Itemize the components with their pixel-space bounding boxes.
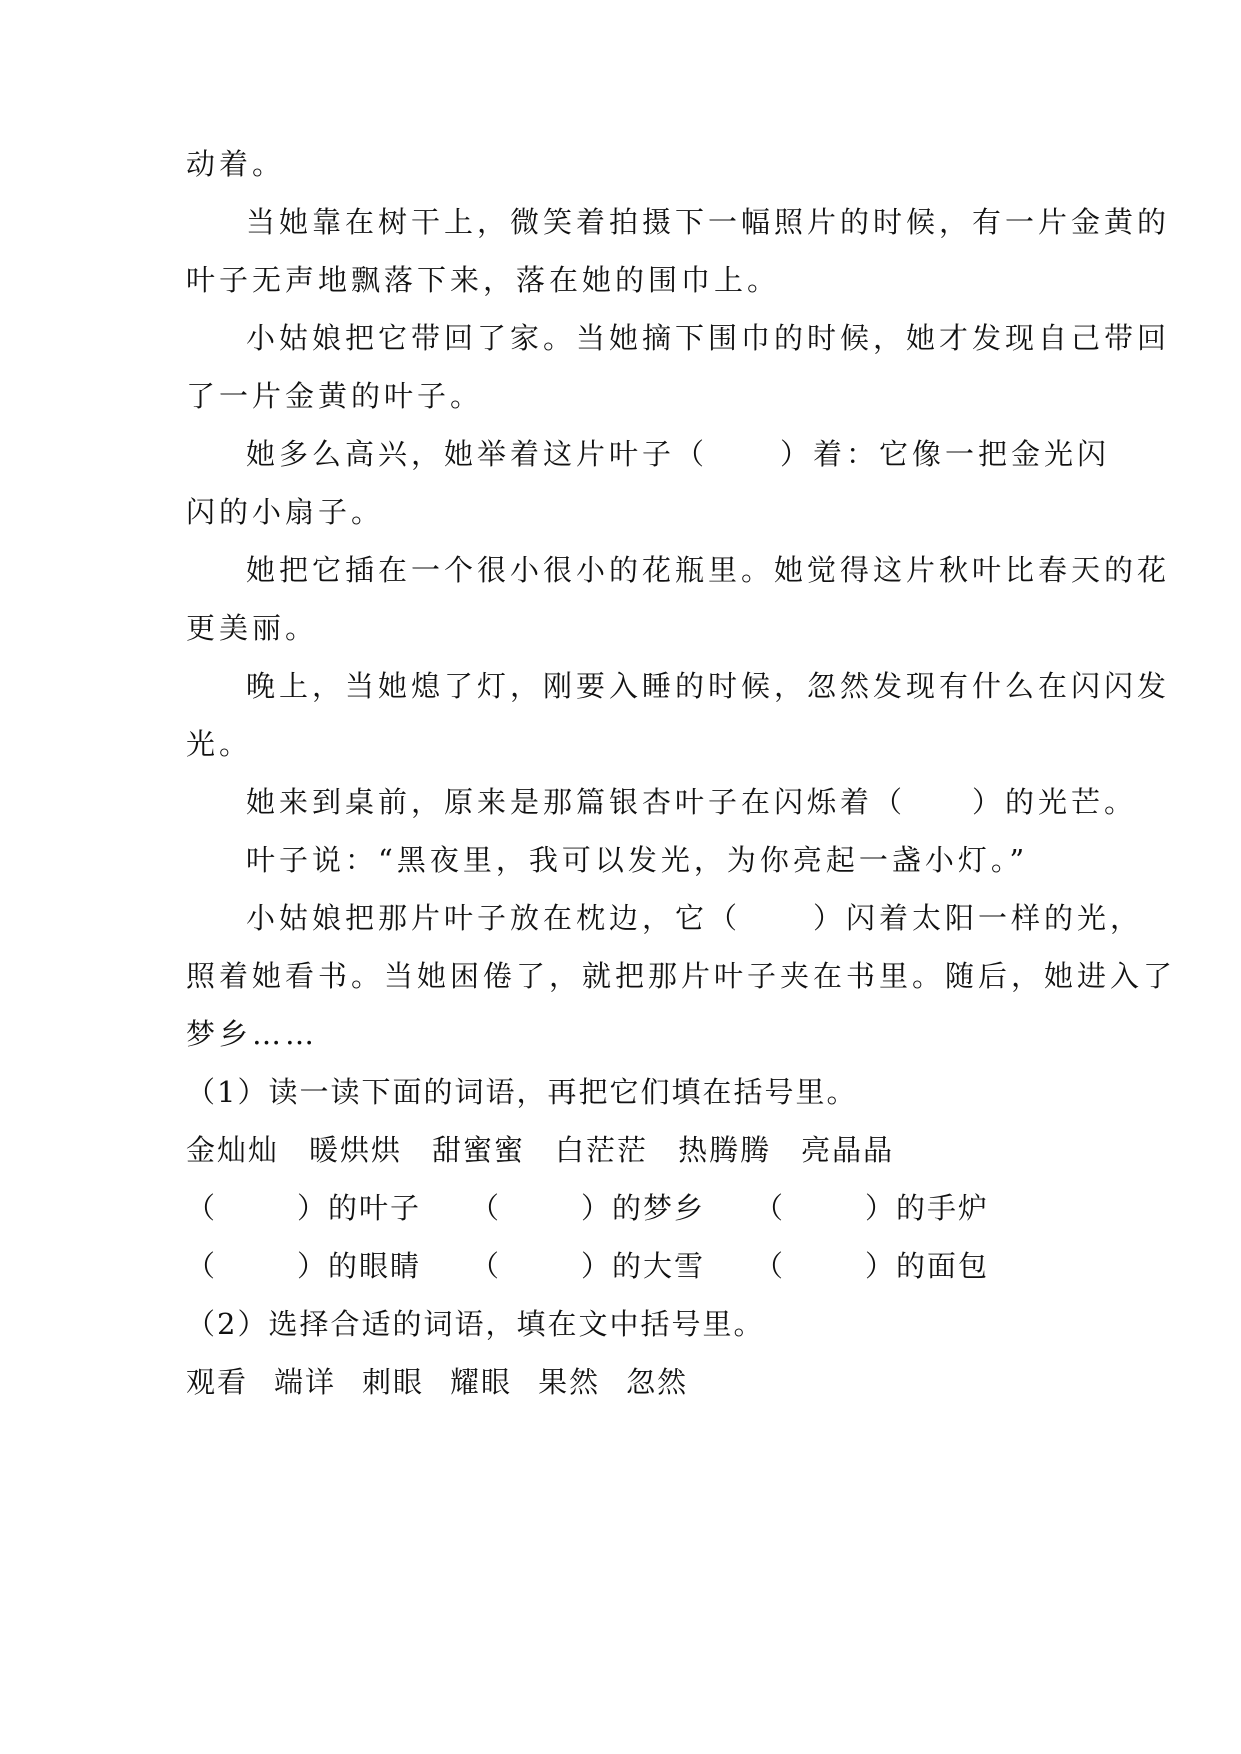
passage-line: 了一片金黄的叶子。 [186, 379, 484, 413]
word-bank-item: 暖烘烘 [309, 1133, 403, 1167]
word-bank-item: 白茫茫 [555, 1133, 649, 1167]
word-bank-item: 甜蜜蜜 [432, 1133, 526, 1167]
passage-text: 小姑娘把那片叶子放在枕边，它（ [246, 901, 742, 935]
fill-item [754, 1190, 989, 1226]
question-1-prompt: （1）读一读下面的词语，再把它们填在括号里。 [186, 1075, 858, 1109]
option-item: 忽然 [626, 1365, 689, 1399]
passage-text: 她来到桌前，原来是那篇银杏叶子在闪烁着（ [246, 785, 907, 819]
fill-item [470, 1190, 705, 1226]
passage-line: 梦乡…… [186, 1017, 319, 1051]
passage-line: 照着她看书。当她困倦了，就把那片叶子夹在书里。随后，她进入了 [186, 959, 1177, 993]
open-paren: （ [470, 1191, 502, 1225]
option-item: 耀眼 [450, 1365, 513, 1399]
open-paren: （ [470, 1249, 502, 1283]
word-bank-item: 金灿灿 [186, 1133, 280, 1167]
fill-label: ）的眼睛 [297, 1249, 422, 1283]
fill-item [470, 1248, 705, 1284]
passage-line: 她把它插在一个很小很小的花瓶里。她觉得这片秋叶比春天的花 [246, 553, 1171, 587]
option-item: 观看 [186, 1365, 249, 1399]
fill-label: ）的梦乡 [581, 1191, 706, 1225]
passage-line: 光。 [186, 727, 253, 761]
passage-text: 她多么高兴，她举着这片叶子（ [246, 437, 709, 471]
passage-line-with-blank [246, 784, 1137, 820]
fill-label: ）的叶子 [297, 1191, 422, 1225]
fill-label: ）的面包 [865, 1249, 990, 1283]
passage-text: ）闪着太阳一样的光， [813, 901, 1144, 935]
passage-line-with-blank [246, 900, 1143, 936]
option-item: 果然 [538, 1365, 601, 1399]
fill-item [754, 1248, 989, 1284]
word-bank-item: 亮晶晶 [801, 1133, 895, 1167]
open-paren: （ [186, 1249, 218, 1283]
passage-line: 动着。 [186, 147, 286, 181]
option-item: 刺眼 [362, 1365, 425, 1399]
passage-text: ）着：它像一把金光闪 [780, 437, 1111, 471]
fill-label: ）的大雪 [581, 1249, 706, 1283]
question-2-options [186, 1364, 714, 1400]
question-1-word-bank [186, 1132, 924, 1168]
passage-text: ）的光芒。 [972, 785, 1138, 819]
passage-line: 更美丽。 [186, 611, 319, 645]
passage-line: 当她靠在树干上，微笑着拍摄下一幅照片的时候，有一片金黄的 [246, 205, 1171, 239]
word-bank-item: 热腾腾 [678, 1133, 772, 1167]
open-paren: （ [754, 1191, 786, 1225]
passage-line: 闪的小扇子。 [186, 495, 385, 529]
option-item: 端详 [274, 1365, 337, 1399]
open-paren: （ [186, 1191, 218, 1225]
fill-item [186, 1190, 421, 1226]
passage-line: 小姑娘把它带回了家。当她摘下围巾的时候，她才发现自己带回 [246, 321, 1171, 355]
passage-line: 叶子无声地飘落下来，落在她的围巾上。 [186, 263, 781, 297]
passage-line: 晚上，当她熄了灯，刚要入睡的时候，忽然发现有什么在闪闪发 [246, 669, 1171, 703]
fill-item [186, 1248, 421, 1284]
question-2-prompt: （2）选择合适的词语，填在文中括号里。 [186, 1307, 765, 1341]
open-paren: （ [754, 1249, 786, 1283]
passage-line-with-blank [246, 436, 1110, 472]
passage-line: 叶子说：“黑夜里，我可以发光，为你亮起一盏小灯。” [246, 843, 1029, 877]
fill-label: ）的手炉 [865, 1191, 990, 1225]
